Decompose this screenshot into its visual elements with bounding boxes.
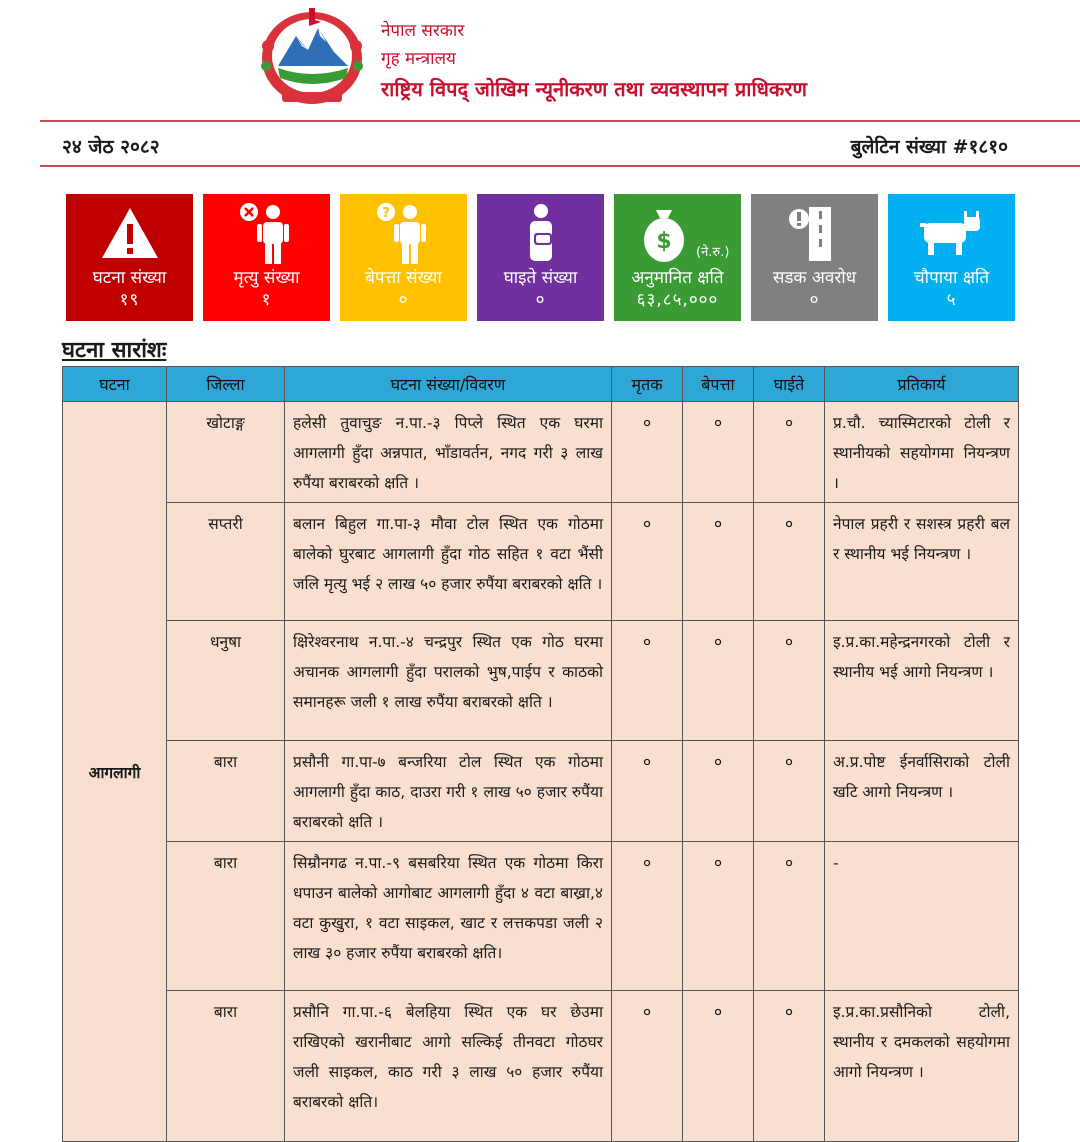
dead-cell: ० (612, 842, 683, 991)
svg-text:?: ? (381, 206, 390, 221)
district-cell: सप्तरी (167, 503, 285, 621)
authority-name: राष्ट्रिय विपद् जोखिम न्यूनीकरण तथा व्यवस्थापन प्राधिकरण (381, 77, 807, 101)
missing-cell: ० (683, 621, 754, 741)
dead-cell: ० (612, 402, 683, 503)
stat-livestock-loss (888, 194, 1015, 321)
missing-cell: ० (683, 503, 754, 621)
incident-summary-table (62, 366, 1019, 1142)
dead-cell: ० (612, 503, 683, 621)
injured-icon (477, 202, 604, 264)
stat-road-block (751, 194, 878, 321)
missing-cell: ० (683, 842, 754, 991)
stat-deaths (203, 194, 330, 321)
svg-text:$: $ (655, 229, 672, 254)
column-header: घटना संख्या/विवरण (285, 367, 612, 402)
nepal-emblem-icon (256, 6, 368, 110)
stat-label: घटना संख्या (92, 268, 167, 288)
response-cell: प्र.चौ. च्यास्मिटारको टोली र स्थानीयको सहयोगमा नियन्त्रण । (825, 402, 1019, 503)
stat-label: घाइते संख्या (503, 268, 578, 288)
description-cell: प्रसौनि गा.पा.-६ बेलहिया स्थित एक घर छेउमा राखिएको खरानीबाट आगो सल्किई तीनवटा गोठघर जली साइकल, काठ गरी ३ लाख ५० हजार रुपैंया बराबरको क्षति। (285, 991, 612, 1142)
column-header: बेपत्ता (683, 367, 754, 402)
divider (40, 120, 1080, 122)
response-cell: इ.प्र.का.महेन्द्रनगरको टोली र स्थानीय भई आगो नियन्त्रण । (825, 621, 1019, 741)
dead-cell: ० (612, 741, 683, 842)
description-cell: हलेसी तुवाचुङ न.पा.-३ पिप्ले स्थित एक घरमा आगलागी हुँदा अन्नपात, भाँडावर्तन, नगद गरी ३ लाख रुपैंया बराबरको क्षति । (285, 402, 612, 503)
table-row (63, 741, 1019, 842)
description-cell: बलान बिहुल गा.पा-३ मौवा टोल स्थित एक गोठमा बालेको घुरबाट आगलागी हुँदा गोठ सहित १ वटा भैंसी जलि मृत्यु भई २ लाख ५० हजार रुपैंया बराबरको क्षति । (285, 503, 612, 621)
missing-cell: ० (683, 991, 754, 1142)
table-row (63, 991, 1019, 1142)
table-row (63, 621, 1019, 741)
bulletin-number: बुलेटिन संख्या #१८१० (850, 136, 1008, 158)
gov-name: नेपाल सरकार (381, 21, 465, 41)
stat-unit: (ने.रु.) (696, 245, 730, 260)
injured-cell: ० (754, 503, 825, 621)
stat-label: चौपाया क्षति (913, 268, 990, 288)
injured-cell: ० (754, 402, 825, 503)
money-bag-icon (614, 202, 741, 264)
district-cell: बारा (167, 741, 285, 842)
missing-cell: ० (683, 741, 754, 842)
stat-label: सडक अवरोध (772, 268, 857, 288)
column-header: घाईते (754, 367, 825, 402)
stat-injured (477, 194, 604, 321)
warning-icon (66, 202, 193, 264)
stat-label: बेपत्ता संख्या (365, 268, 442, 288)
district-cell: धनुषा (167, 621, 285, 741)
response-cell: इ.प्र.का.प्रसौनिको टोली, स्थानीय र दमकलको सहयोगमा आगो नियन्त्रण । (825, 991, 1019, 1142)
response-cell: नेपाल प्रहरी र सशस्त्र प्रहरी बल र स्थानीय भई नियन्त्रण । (825, 503, 1019, 621)
column-header: घटना (63, 367, 167, 402)
stat-missing (340, 194, 467, 321)
table-row (63, 503, 1019, 621)
response-cell: - (825, 842, 1019, 991)
injured-cell: ० (754, 991, 825, 1142)
divider (40, 165, 1080, 167)
district-cell: बारा (167, 991, 285, 1142)
injured-cell: ० (754, 621, 825, 741)
ministry-name: गृह मन्त्रालय (381, 49, 456, 69)
stat-label: मृत्यु संख्या (233, 268, 300, 288)
injured-cell: ० (754, 842, 825, 991)
stat-value: १९ (119, 290, 140, 310)
district-cell: खोटाङ्ग (167, 402, 285, 503)
stat-value: ० (809, 290, 820, 310)
stat-value: १ (261, 290, 272, 310)
person-missing-icon (340, 202, 467, 264)
stat-estimated-loss (614, 194, 741, 321)
injured-cell: ० (754, 741, 825, 842)
column-header: जिल्ला (167, 367, 285, 402)
incident-category: आगलागी (63, 402, 167, 1142)
stat-value: ६३,८५,००० (636, 290, 719, 310)
column-header: प्रतिकार्य (825, 367, 1019, 402)
district-cell: बारा (167, 842, 285, 991)
dead-cell: ० (612, 621, 683, 741)
response-cell: अ.प्र.पोष्ट ईनर्वासिराको टोली खटि आगो नियन्त्रण । (825, 741, 1019, 842)
stat-value: ५ (946, 290, 957, 310)
description-cell: क्षिरेश्वरनाथ न.पा.-४ चन्द्रपुर स्थित एक गोठ घरमा अचानक आगलागी हुँदा परालको भुष,पाईप र काठको समानहरू जली १ लाख रुपैंया बराबरको क्षति । (285, 621, 612, 741)
description-cell: सिम्रौनगढ न.पा.-९ बसबरिया स्थित एक गोठमा किरा धपाउन बालेको आगोबाट आगलागी हुँदा ४ वटा बाख्रा,४ वटा कुखुरा, १ वटा साइकल, खाट र लत्तकपडा जली २ लाख ३० हजार रुपैंया बराबरको क्षति। (285, 842, 612, 991)
table-header-row (63, 367, 1019, 402)
stat-value: ० (535, 290, 546, 310)
dateline (0, 130, 1080, 160)
stat-label: अनुमानित क्षति (631, 268, 724, 288)
dead-cell: ० (612, 991, 683, 1142)
table-row (63, 402, 1019, 503)
stat-value: ० (398, 290, 409, 310)
missing-cell: ० (683, 402, 754, 503)
section-title: घटना सारांशः (62, 338, 167, 363)
table-row (63, 842, 1019, 991)
bulletin-date: २४ जेठ २०८२ (62, 136, 160, 158)
description-cell: प्रसौनी गा.पा-७ बन्जरिया टोल स्थित एक गोठमा आगलागी हुँदा काठ, दाउरा गरी १ लाख ५० हजार रुपैंया बराबरको क्षति । (285, 741, 612, 842)
stat-incidents (66, 194, 193, 321)
letterhead (0, 0, 1080, 118)
column-header: मृतक (612, 367, 683, 402)
cattle-icon (888, 202, 1015, 264)
road-block-icon (751, 202, 878, 264)
person-death-icon (203, 202, 330, 264)
